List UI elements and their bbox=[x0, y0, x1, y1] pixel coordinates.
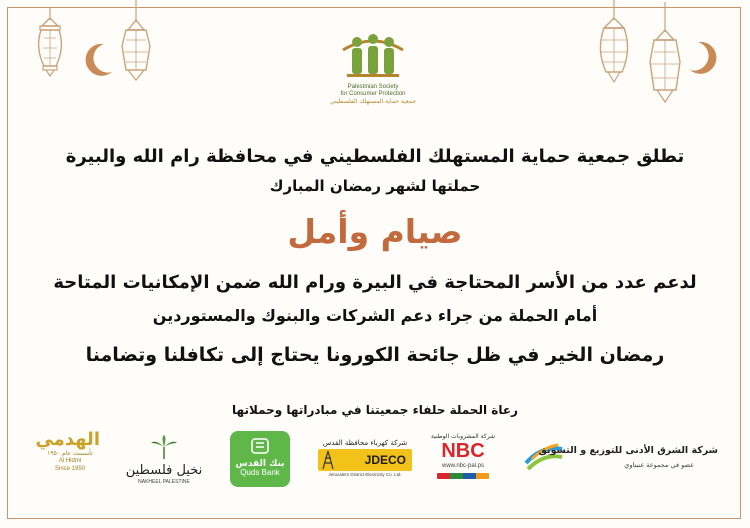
nakheel-name-ar: نخيل فلسطين bbox=[125, 463, 203, 478]
lantern-right-2-icon bbox=[590, 0, 638, 96]
sponsor-sharq bbox=[524, 425, 718, 495]
hidmi-logo-text: الهدمي bbox=[35, 429, 100, 450]
sponsor-nakheel bbox=[118, 425, 210, 495]
society-name-en-1: Palestinian Society bbox=[347, 84, 399, 90]
sharq-member-ar: عضو في مجموعة عنبتاوي bbox=[624, 461, 694, 469]
lantern-left-2-icon bbox=[112, 0, 160, 96]
nbc-top-ar: شركة المشروبات الوطنية bbox=[430, 433, 496, 440]
sponsor-jdeco bbox=[312, 425, 418, 495]
sponsor-nbc bbox=[428, 425, 498, 495]
hidmi-since-ar: تأسست عام ١٩٥٠ bbox=[47, 450, 93, 457]
palm-leaf-icon bbox=[149, 435, 179, 459]
sharq-name-ar: شركة الشرق الأدنى للتوزيع و التسويق bbox=[538, 445, 718, 456]
nakheel-name-en: NAKHEEL PALESTINE bbox=[138, 479, 190, 485]
announcement-line-5: رمضان الخير في ظل جائحة الكورونا يحتاج إلى تكافلنا وتضامنا bbox=[85, 344, 665, 366]
quds-bank-name-ar: بنك القدس bbox=[235, 459, 285, 469]
announcement-line-2: حملتها لشهر رمضان المبارك bbox=[269, 177, 481, 195]
sponsors-heading: رعاة الحملة حلفاء جمعيتنا في مبادراتها وحملاتها bbox=[232, 403, 518, 417]
lantern-right-icon bbox=[640, 2, 690, 112]
hidmi-since-en: Since 1950 bbox=[54, 466, 86, 472]
nbc-brand: NBC bbox=[441, 440, 485, 462]
power-tower-icon bbox=[320, 450, 336, 470]
nbc-url: www.nbc-pal.ps bbox=[441, 463, 485, 469]
nbc-brand-strip bbox=[437, 473, 489, 479]
hidmi-name-en: Al Hidmi bbox=[58, 458, 82, 464]
quds-bank-mark-icon bbox=[250, 437, 270, 455]
announcement-line-3: لدعم عدد من الأسر المحتاجة في البيرة ورام الله ضمن الإمكانيات المتاحة bbox=[53, 272, 697, 293]
society-name-ar: جمعية حماية المستهلك الفلسطيني bbox=[329, 98, 417, 105]
campaign-title: صيام وأمل bbox=[287, 212, 463, 251]
sponsor-hidmi bbox=[35, 425, 100, 495]
crescent-moon-right-icon bbox=[684, 38, 724, 78]
announcement-line-4: أمام الحملة من جراء دعم الشركات والبنوك والمستوردين bbox=[152, 306, 598, 325]
jdeco-name-ar: شركة كهرباء محافظة القدس bbox=[322, 439, 408, 447]
society-name-en-2: for Consumer Protection bbox=[340, 91, 406, 97]
jdeco-banner bbox=[318, 449, 412, 471]
jdeco-name-en: Jerusalem District Electricity Co. Ltd. bbox=[328, 472, 402, 477]
jdeco-brand: JDECO bbox=[364, 453, 406, 467]
announcement-line-1: تطلق جمعية حماية المستهلك الفلسطيني في محافظة رام الله والبيرة bbox=[65, 146, 685, 167]
sponsor-quds-bank bbox=[230, 431, 290, 487]
quds-bank-name-en: Quds Bank bbox=[240, 468, 280, 477]
society-logo bbox=[318, 30, 428, 110]
society-emblem-icon bbox=[333, 30, 413, 80]
